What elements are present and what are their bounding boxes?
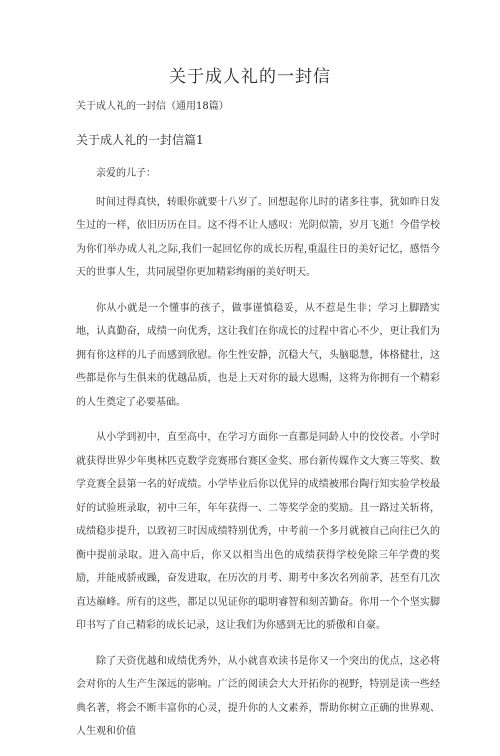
- document-subtitle: 关于成人礼的一封信（通用18篇）: [76, 101, 229, 112]
- body-paragraph: 你从小就是一个懂事的孩子，做事谨慎稳妥，从不惹是生非；学习上脚踏实地，认真勤奋，成绩一向优秀，这让我们在你成长的过程中省心不少，更让我们为拥有你这样的儿子而感到欣慰。你生性安静，沉稳大气，头脑聪慧，体格健壮，这些都是你与生俱来的优越品质，也是上天对你的最大恩赐，这将为你拥有一个精彩的人生奠定了必要基础。: [76, 302, 440, 408]
- document-title: 关于成人礼的一封信: [169, 67, 331, 87]
- letter-body: [76, 162, 440, 756]
- greeting-paragraph: 亲爱的儿子：: [96, 168, 156, 179]
- section-heading: 关于成人礼的一封信篇1: [76, 133, 204, 147]
- body-paragraph: 除了天资优越和成绩优秀外，从小就喜欢读书是你又一个突出的优点，这必将会对你的人生产生深远的影响。广泛的阅读会大大开拓你的视野，特别是读一些经典名著，将会不断丰富你的心灵，提升你的人文素养，帮助你树立正确的世界观、人生观和价值: [76, 655, 440, 737]
- body-paragraph: 从小学到初中，直至高中，在学习方面你一直都是同龄人中的佼佼者。小学时就获得世界少年奥林匹克数学竞赛邢台赛区金奖、邢台新传媒作文大赛三等奖、数学竞赛全县第一名的好成绩。小学毕业后你以优异的成绩被邢台陶行知实验学校最好的试验班录取，初中三年，年年获得一、二等奖学金的奖励。且一路过关斩将，成绩稳步提升，以致初三时因成绩特别优秀，中考前一个多月就被自己向往已久的衡中提前录取。进入高中后，你又以相当出色的成绩获得学校免除三年学费的奖励，并能戒骄戒躁，奋发进取，在历次的月考、期考中多次名列前茅，甚至有几次直达巅峰。所有的这些，都足以见证你的聪明睿智和刻苦勤奋。你用一个个坚实脚印书写了自己精彩的成长记录，这让我们为你感到无比的骄傲和自豪。: [76, 432, 440, 631]
- body-paragraph: 时间过得真快，转眼你就要十八岁了。回想起你儿时的诸多往事，犹如昨日发生过的一样，依旧历历在目。这不得不让人感叹：光阴似箭，岁月飞逝！今借学校为你们举办成人礼之际,我们一起回忆你的成长历程,重温往日的美好记忆，感悟今天的世事人生，共同展望你更加精彩绚丽的美好明天。: [76, 196, 440, 278]
